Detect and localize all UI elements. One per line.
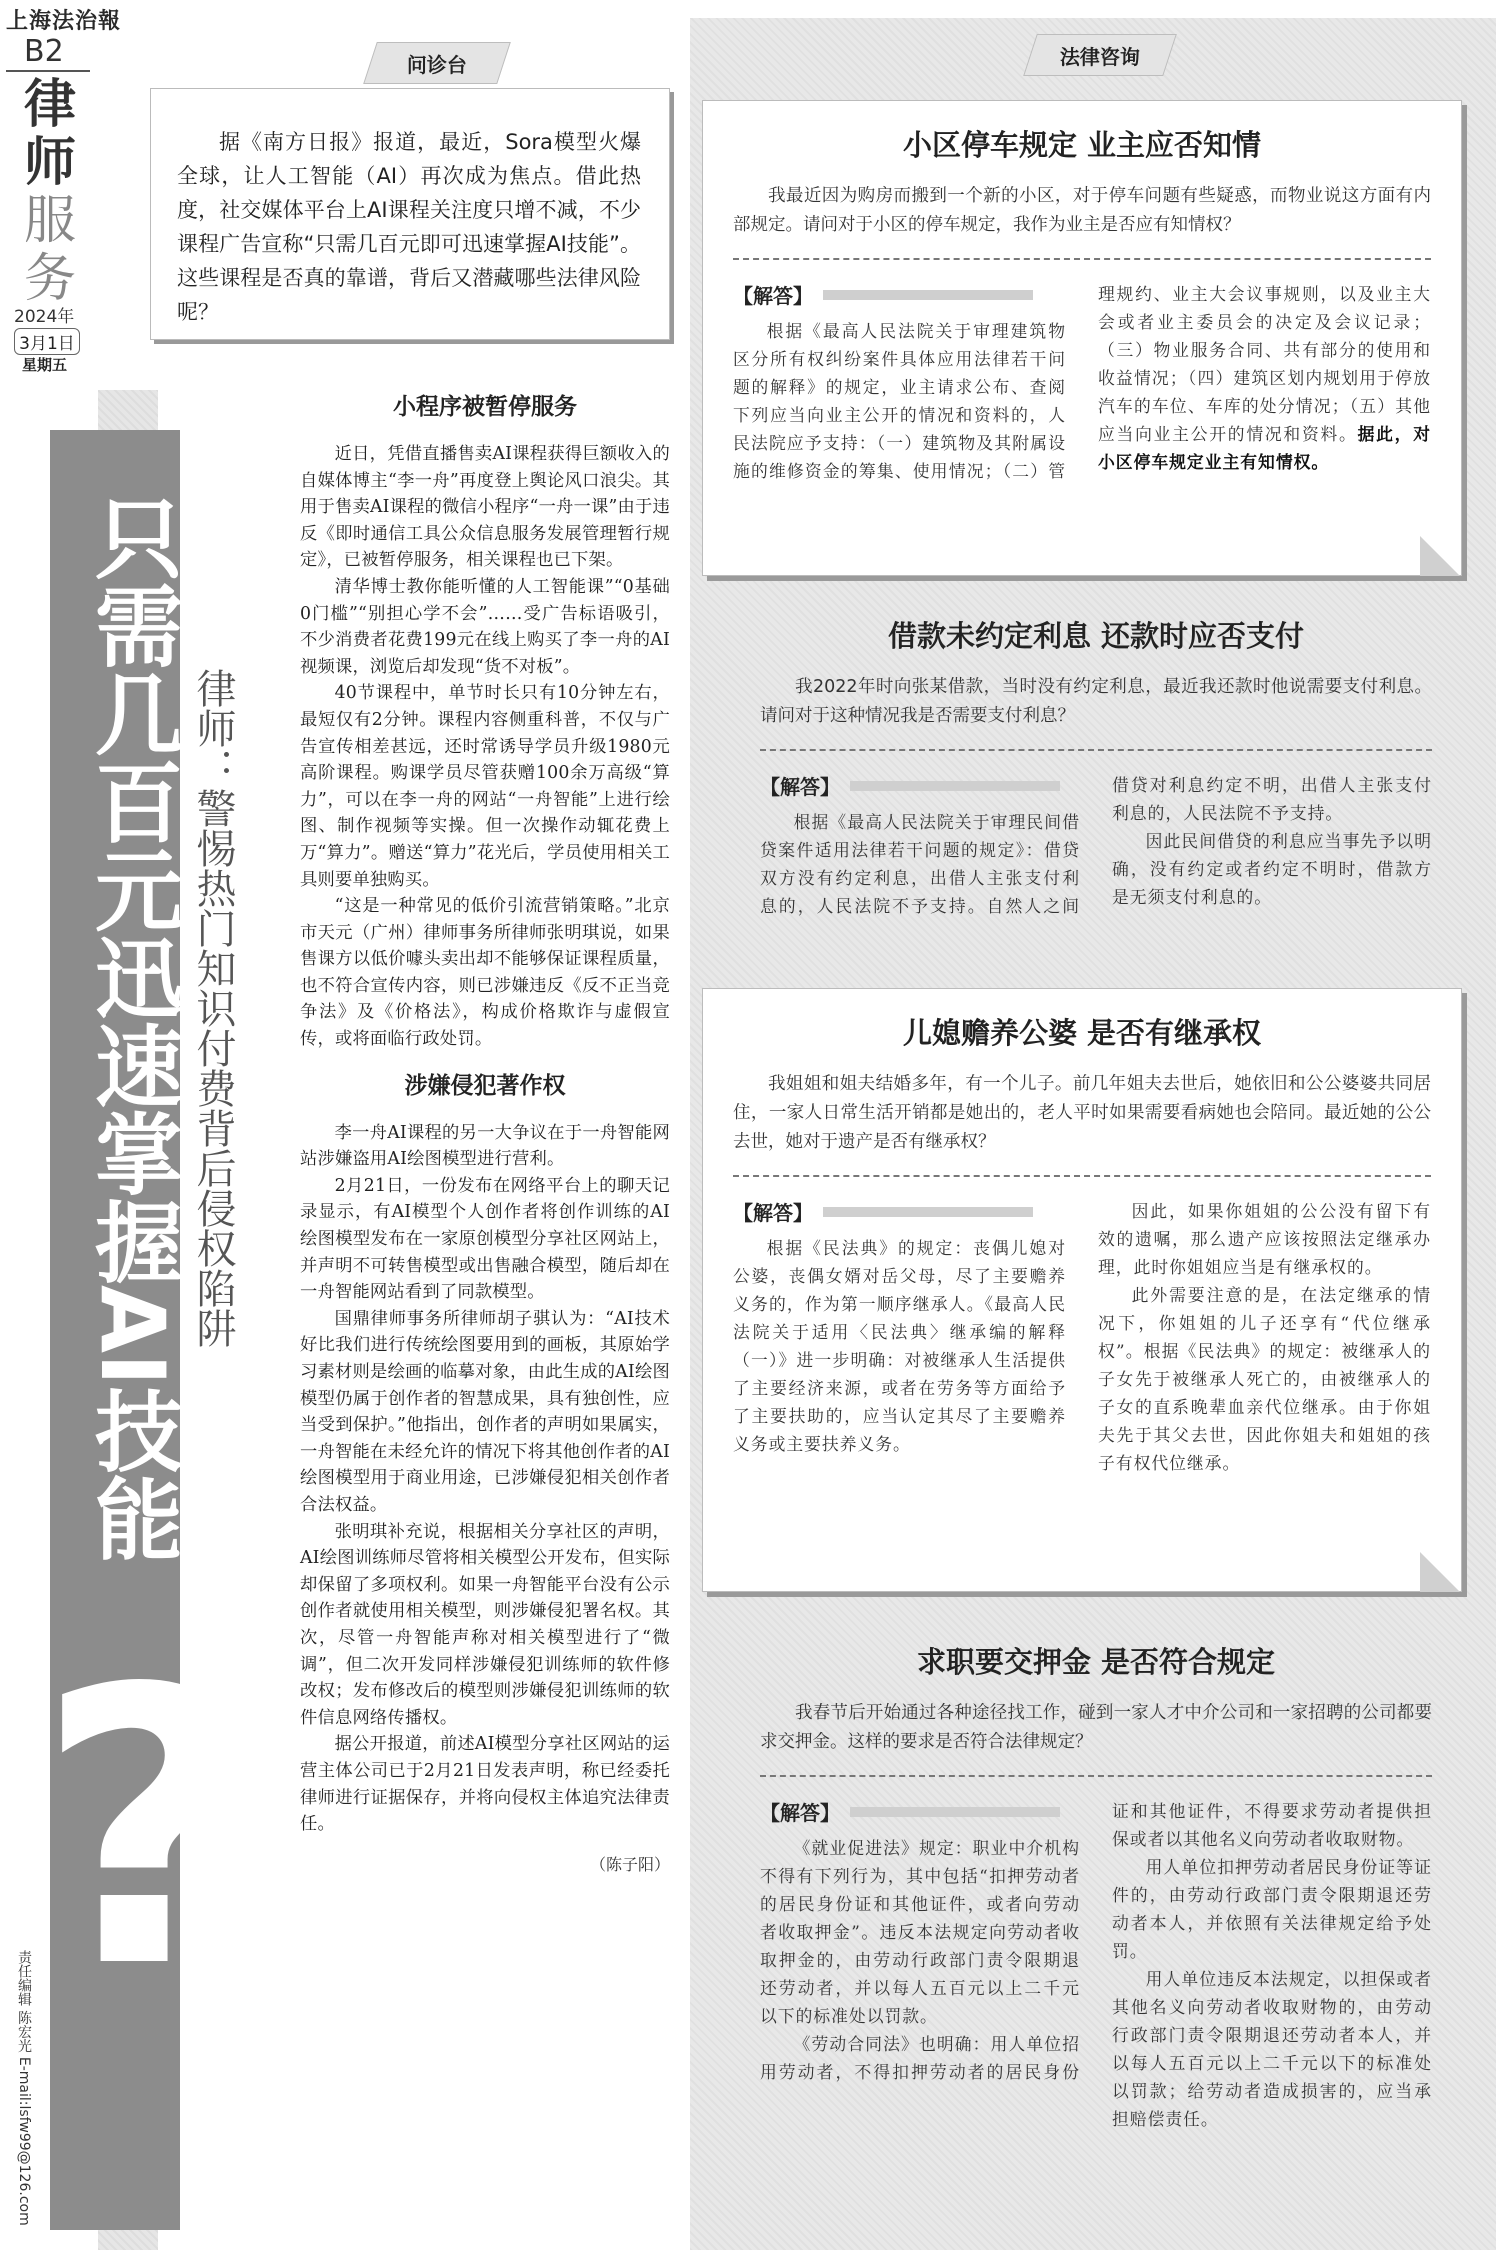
page-number: B2 bbox=[24, 34, 64, 69]
issue-date: 3月1日 bbox=[14, 328, 80, 355]
article-paragraph: 近日，凭借直播售卖AI课程获得巨额收入的自媒体博主“李一舟”再度登上舆论风口浪尖。其用于售卖AI课程的微信小程序“一舟一课”由于违反《即时通信工具公众信息服务发展管理暂行规定》，已被暂停服务，相关课程也已下架。 bbox=[300, 444, 670, 571]
dashed-divider bbox=[733, 1175, 1431, 1177]
newspaper-name: 上海法治報 bbox=[6, 8, 122, 34]
section-name bbox=[22, 76, 78, 308]
main-headline: 只需几百元迅速掌握AI技能 bbox=[81, 492, 184, 1562]
main-article bbox=[300, 374, 670, 1875]
consult-question: 我春节后开始通过各种途径找工作，碰到一家人才中介公司和一家招聘的公司都要求交押金。这样的要求是否符合法律规定？ bbox=[760, 1703, 1432, 1752]
answer-label-bar bbox=[850, 1807, 1060, 1817]
tab-legal-consult bbox=[1023, 34, 1177, 76]
dashed-divider bbox=[733, 258, 1431, 260]
answer-label bbox=[733, 1197, 1066, 1226]
consult-title: 借款未约定利息 还款时应否支付 bbox=[887, 619, 1305, 653]
consult-title: 儿媳赡养公婆 是否有继承权 bbox=[902, 1016, 1262, 1050]
article-paragraph: 2月21日，一份发布在网络平台上的聊天记录显示，有AI模型个人创作者将创作训练的AI绘图模型发布在一家原创模型分享社区网站上，并声明不可转售模型或出售融合模型，随后却在一舟智能网站看到了同款模型。 bbox=[300, 1175, 670, 1303]
article-paragraph: 据公开报道，前述AI模型分享社区网站的运营主体公司已于2月21日发表声明，称已经委托律师进行证据保存，并将向侵权主体追究法律责任。 bbox=[300, 1734, 670, 1835]
answer-label-text: 【解答】 bbox=[733, 1201, 813, 1225]
consult-question: 我姐姐和姐夫结婚多年，有一个儿子。前几年姐夫去世后，她依旧和公公婆婆共同居住，一家人日常生活开销都是她出的，老人平时如果需要看病她也会陪同。最近她的公公去世，她对于遗产是否有继承权？ bbox=[733, 1074, 1431, 1152]
answer-paragraph: 用人单位扣押劳动者居民身份证等证件的，由劳动行政部门责令限期退还劳动者本人，并依照有关法律规定给予处罚。 bbox=[1112, 1857, 1432, 1961]
answer-paragraph: 《劳动合同法》也明确：用人单位招用劳动者，不得扣押劳动者的居民身份证和其他证件，不得要求劳动者提供担保或者以其他名义向劳动者收取财物。 bbox=[760, 1801, 1432, 2082]
consult-answer bbox=[733, 280, 1431, 485]
tab-clinic-label: 问诊台 bbox=[407, 52, 467, 77]
consult-question: 我最近因为购房而搬到一个新的小区，对于停车问题有些疑惑，而物业说这方面有内部规定。请问对于小区的停车规定，我作为业主是否应有知情权？ bbox=[733, 186, 1431, 235]
section-char: 律 bbox=[23, 75, 76, 135]
answer-paragraph: 《就业促进法》规定：职业中介机构不得有下列行为，其中包括“扣押劳动者的居民身份证和其他证件，或者向劳动者收取押金”。违反本法规定向劳动者收取押金的，由劳动行政部门责令限期退还劳动者，并以每人五百元以上二千元以下的标准处以罚款。 bbox=[760, 1838, 1080, 2026]
answer-label-bar bbox=[850, 781, 1060, 791]
sub-headline: 律师：警惕热门知识付费背后侵权陷阱 bbox=[190, 668, 236, 1348]
consult-question: 我2022年时向张某借款，当时没有约定利息，最近我还款时他说需要支付利息。请问对于这种情况我是否需要支付利息？ bbox=[760, 677, 1432, 726]
section-char: 师 bbox=[23, 133, 76, 193]
intro-text: 据《南方日报》报道，最近，Sora模型火爆全球，让人工智能（AI）再次成为焦点。借此热度，社交媒体平台上AI课程关注度只增不减，不少课程广告宣称“只需几百元即可迅速掌握AI技能”。这些课程是否真的靠谱，背后又潜藏哪些法律风险呢？ bbox=[177, 130, 641, 324]
intro-box bbox=[150, 88, 670, 340]
consult-title: 小区停车规定 业主应否知情 bbox=[902, 128, 1262, 162]
consult-card-inheritance bbox=[702, 988, 1462, 1592]
dashed-divider bbox=[760, 1775, 1432, 1777]
answer-label-bar bbox=[823, 1207, 1033, 1217]
dashed-divider bbox=[760, 749, 1432, 751]
answer-paragraph: 根据《民法典》的规定：丧偶儿媳对公婆，丧偶女婿对岳父母，尽了主要赡养义务的，作为第一顺序继承人。《最高人民法院关于适用〈民法典〉继承编的解释（一）》进一步明确：对被继承人生活提供了主要经济来源，或者在劳务等方面给予了主要扶助的，应当认定其尽了主要赡养义务或主要扶养义务。 bbox=[733, 1238, 1066, 1454]
consult-card-parking bbox=[702, 100, 1462, 576]
consult-card-job-deposit bbox=[730, 1618, 1462, 2238]
issue-year: 2024年 bbox=[14, 307, 75, 327]
section-char: 务 bbox=[23, 249, 76, 309]
issue-weekday: 星期五 bbox=[22, 356, 68, 374]
answer-label-text: 【解答】 bbox=[760, 1801, 840, 1825]
answer-label-text: 【解答】 bbox=[733, 284, 813, 308]
consult-answer bbox=[733, 1197, 1431, 1477]
article-subhead: 涉嫌侵犯著作权 bbox=[404, 1072, 566, 1099]
answer-label bbox=[760, 1797, 1080, 1826]
article-paragraph: 张明琪补充说，根据相关分享社区的声明，AI绘图训练师尽管将相关模型公开发布，但实际却保留了多项权利。如果一舟智能平台没有公示创作者就使用相关模型，则涉嫌侵犯署名权。其次，尽管一舟智能声称对相关模型进行了“微调”，但二次开发同样涉嫌侵犯训练师的软件修改权；发布修改后的模型则涉嫌侵犯训练师的软件信息网络传播权。 bbox=[300, 1521, 670, 1728]
answer-paragraph: 根据《最高人民法院关于审理民间借贷案件适用法律若干问题的规定》：借贷双方没有约定利息，出借人主张支付利息的，人民法院不予支持。自然人之间借贷对利息约定不明，出借人主张支付利息的，人民法院不予支持。 bbox=[760, 775, 1432, 916]
consult-card-loan-interest bbox=[730, 592, 1462, 970]
article-paragraph: 国鼎律师事务所律师胡子骐认为：“AI技术好比我们进行传统绘图要用到的画板，其原始学习素材则是绘画的临摹对象，由此生成的AI绘图模型仍属于创作者的智慧成果，具有独创性，应当受到保护。”他指出，创作者的声明如果属实，一舟智能在未经允许的情况下将其他创作者的AI绘图模型用于商业用途，已涉嫌侵犯相关创作者合法权益。 bbox=[300, 1308, 670, 1515]
article-paragraph: 40节课程中，单节时长只有10分钟左右，最短仅有2分钟。课程内容侧重科普，不仅与广告宣传相差甚远，还时常诱导学员升级1980元高阶课程。购课学员尽管获赠100余万高级“算力”，可以在李一舟的网站“一舟智能”上进行绘图、制作视频等实操。但一次操作动辄花费上万“算力”。赠送“算力”花光后，学员使用相关工具则要单独购买。 bbox=[300, 683, 670, 890]
answer-conclusion: 据此，对小区停车规定业主有知情权。 bbox=[1098, 424, 1431, 472]
editor-credit: 责任编辑 陈宏光 E-mail:lsfw99@126.com bbox=[16, 1950, 32, 2226]
consult-answer bbox=[760, 1797, 1432, 2133]
answer-paragraph: 因此民间借贷的利息应当事先予以明确，没有约定或者约定不明时，借款方是无须支付利息的。 bbox=[1112, 831, 1432, 907]
consult-answer bbox=[760, 771, 1432, 920]
folded-corner bbox=[1420, 1552, 1460, 1592]
article-paragraph: 清华博士教你能听懂的人工智能课”“0基础0门槛”“别担心学不会”……受广告标语吸引，不少消费者花费199元在线上购买了李一舟的AI视频课，浏览后却发现“货不对板”。 bbox=[300, 576, 670, 677]
question-mark-graphic: ? bbox=[36, 1608, 257, 2051]
tab-legal-consult-label: 法律咨询 bbox=[1060, 44, 1140, 69]
tab-clinic bbox=[363, 42, 511, 84]
answer-label-text: 【解答】 bbox=[760, 775, 840, 799]
answer-paragraph: 此外需要注意的是，在法定继承的情况下，你姐姐的儿子还享有“代位继承权”。根据《民法典》的规定：被继承人的子女先于被继承人死亡的，由被继承人的子女的直系晚辈血亲代位继承。由于你姐夫先于其父去世，因此你姐夫和姐姐的孩子有权代位继承。 bbox=[1098, 1285, 1431, 1473]
article-byline: （陈子阳） bbox=[589, 1854, 670, 1874]
answer-label bbox=[733, 280, 1066, 309]
masthead-divider bbox=[6, 70, 90, 72]
article-paragraph: 李一舟AI课程的另一大争议在于一舟智能网站涉嫌盗用AI绘图模型进行营利。 bbox=[300, 1122, 670, 1170]
article-paragraph: “这是一种常见的低价引流营销策略。”北京市天元（广州）律师事务所律师张明琪说，如果售课方以低价噱头卖出却不能够保证课程质量，也不符合宣传内容，则已涉嫌违反《反不正当竞争法》及《价格法》，构成价格欺诈与虚假宣传，或将面临行政处罚。 bbox=[300, 896, 670, 1050]
article-subhead: 小程序被暂停服务 bbox=[393, 394, 577, 420]
answer-paragraph: 因此，如果你姐姐的公公没有留下有效的遗嘱，那么遗产应该按照法定继承办理，此时你姐姐应当是有继承权的。 bbox=[1098, 1201, 1431, 1277]
answer-text: 根据《最高人民法院关于审理建筑物区分所有权纠纷案件具体应用法律若干问题的解释》的规定，业主请求公布、查阅下列应当向业主公开的情况和资料的，人民法院应予支持：（一）建筑物及其附属设施的维修资金的筹集、使用情况；（二）管理规约、业主大会议事规则，以及业主大会或者业主委员会的决定及会议记录；（三）物业服务合同、共有部分的使用和收益情况；（四）建筑区划内规划用于停放汽车的车位、车库的处分情况；（五）其他应当向业主公开的情况和资料。 bbox=[733, 284, 1431, 481]
answer-paragraph: 用人单位违反本法规定，以担保或者其他名义向劳动者收取财物的，由劳动行政部门责令限期退还劳动者本人，并以每人五百元以上二千元以下的标准处以罚款；给劳动者造成损害的，应当承担赔偿责任。 bbox=[1112, 1969, 1432, 2129]
answer-label-bar bbox=[823, 290, 1033, 300]
answer-label bbox=[760, 771, 1080, 800]
answer-paragraph bbox=[733, 280, 1431, 485]
section-char: 服 bbox=[23, 191, 76, 251]
folded-corner bbox=[1420, 536, 1460, 576]
consult-title: 求职要交押金 是否符合规定 bbox=[916, 1645, 1276, 1679]
